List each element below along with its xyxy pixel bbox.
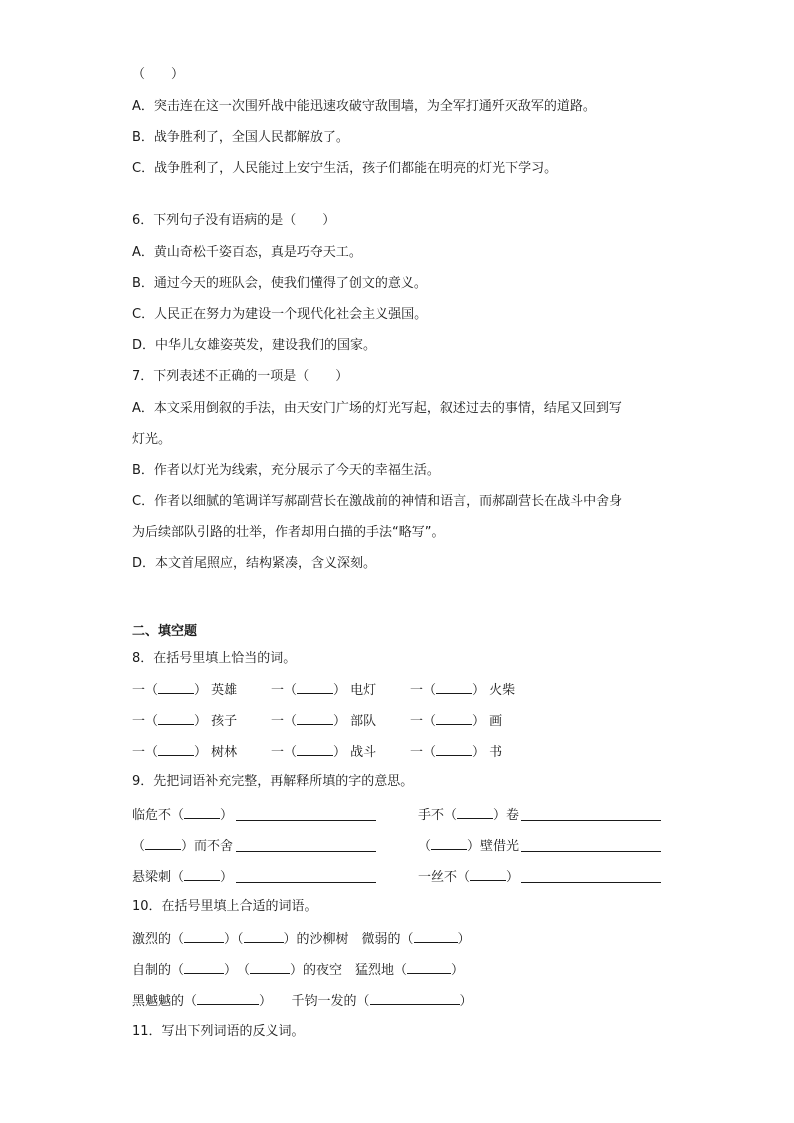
q8-item: 一（ ） 画: [410, 714, 503, 729]
blank-line[interactable]: [407, 961, 451, 974]
q8-item: 一（ ） 战斗: [271, 745, 377, 760]
q6-stem: 6．下列句子没有语病的是（ ）: [132, 213, 336, 228]
q9-stem: 9．先把词语补充完整，再解释所填的字的意思。: [132, 774, 414, 789]
blank-line[interactable]: [297, 712, 333, 725]
blank-line[interactable]: [184, 868, 220, 881]
q9-idiom: 手不（ ）卷: [418, 808, 520, 823]
blank-line[interactable]: [431, 837, 467, 850]
q8-item: 一（ ） 孩子: [132, 714, 238, 729]
q7-option-b: B．作者以灯光为线索，充分展示了今天的幸福生活。: [132, 463, 440, 478]
q6-option-d: D．中华儿女雄姿英发，建设我们的国家。: [132, 338, 377, 353]
q8-stem: 8．在括号里填上恰当的词。: [132, 651, 297, 666]
q6-option-a: A．黄山奇松千姿百态，真是巧夺天工。: [132, 245, 362, 260]
q8-item: 一（ ） 电灯: [271, 683, 377, 698]
answer-line[interactable]: [236, 851, 376, 852]
blank-line[interactable]: [158, 743, 194, 756]
blank-line[interactable]: [158, 681, 194, 694]
q5-paren: （ ）: [132, 67, 185, 82]
q8-item: 一（ ） 部队: [271, 714, 377, 729]
q10-stem: 10．在括号里填上合适的词语。: [132, 899, 318, 914]
q7-option-c-line1: C．作者以细腻的笔调详写郝副营长在激战前的神情和语言，而郝副营长在战斗中舍身: [132, 494, 623, 509]
q5-option-c: C．战争胜利了，人民能过上安宁生活，孩子们都能在明亮的灯光下学习。: [132, 161, 558, 176]
q9-idiom: 一丝不（ ）: [418, 870, 520, 885]
blank-line[interactable]: [250, 961, 290, 974]
blank-line[interactable]: [158, 712, 194, 725]
blank-line[interactable]: [457, 806, 493, 819]
q8-item: 一（ ） 书: [410, 745, 503, 760]
q6-option-c: C．人民正在努力为建设一个现代化社会主义强国。: [132, 307, 428, 322]
q6-option-b: B．通过今天的班队会，使我们懂得了创文的意义。: [132, 276, 427, 291]
answer-line[interactable]: [521, 882, 661, 883]
section-title: 二、填空题: [132, 624, 198, 639]
blank-line[interactable]: [436, 743, 472, 756]
blank-line[interactable]: [414, 930, 458, 943]
blank-line[interactable]: [470, 868, 506, 881]
q5-option-b: B．战争胜利了，全国人民都解放了。: [132, 130, 349, 145]
q8-item: 一（ ） 英雄: [132, 683, 238, 698]
q7-stem: 7．下列表述不正确的一项是（ ）: [132, 369, 349, 384]
q10-line2: 自制的（ ） （ ）的夜空 猛烈地（ ）: [132, 963, 465, 978]
q7-option-c-line2: 为后续部队引路的壮举，作者却用白描的手法“略写”。: [132, 525, 445, 540]
q9-idiom: 悬梁刺（ ）: [132, 870, 234, 885]
blank-line[interactable]: [197, 992, 259, 1005]
answer-line[interactable]: [236, 882, 376, 883]
q7-option-a-line2: 灯光。: [132, 432, 172, 447]
blank-line[interactable]: [436, 712, 472, 725]
blank-line[interactable]: [436, 681, 472, 694]
q5-option-a: A．突击连在这一次围歼战中能迅速攻破守敌围墙，为全军打通歼灭敌军的道路。: [132, 99, 596, 114]
blank-line[interactable]: [184, 930, 224, 943]
answer-line[interactable]: [521, 851, 661, 852]
answer-line[interactable]: [236, 820, 376, 821]
q7-option-d: D．本文首尾照应，结构紧凑，含义深刻。: [132, 556, 377, 571]
blank-line[interactable]: [297, 681, 333, 694]
blank-line[interactable]: [184, 961, 224, 974]
q10-line3: 黑魆魆的（ ） 千钧一发的（ ）: [132, 994, 473, 1009]
blank-line[interactable]: [297, 743, 333, 756]
blank-line[interactable]: [184, 806, 220, 819]
blank-line[interactable]: [370, 992, 460, 1005]
blank-line[interactable]: [244, 930, 284, 943]
q7-option-a-line1: A．本文采用倒叙的手法，由天安门广场的灯光写起，叙述过去的事情，结尾又回到写: [132, 401, 622, 416]
q8-item: 一（ ） 树林: [132, 745, 238, 760]
blank-line[interactable]: [145, 837, 181, 850]
answer-line[interactable]: [521, 820, 661, 821]
q9-idiom: 临危不（ ）: [132, 808, 234, 823]
q11-stem: 11．写出下列词语的反义词。: [132, 1024, 305, 1039]
q9-idiom: （ ）而不舍: [132, 839, 234, 854]
q9-idiom: （ ）壁借光: [418, 839, 520, 854]
q8-item: 一（ ） 火柴: [410, 683, 516, 698]
q10-line1: 激烈的（ ）（ ）的沙柳树 微弱的（ ）: [132, 932, 471, 947]
